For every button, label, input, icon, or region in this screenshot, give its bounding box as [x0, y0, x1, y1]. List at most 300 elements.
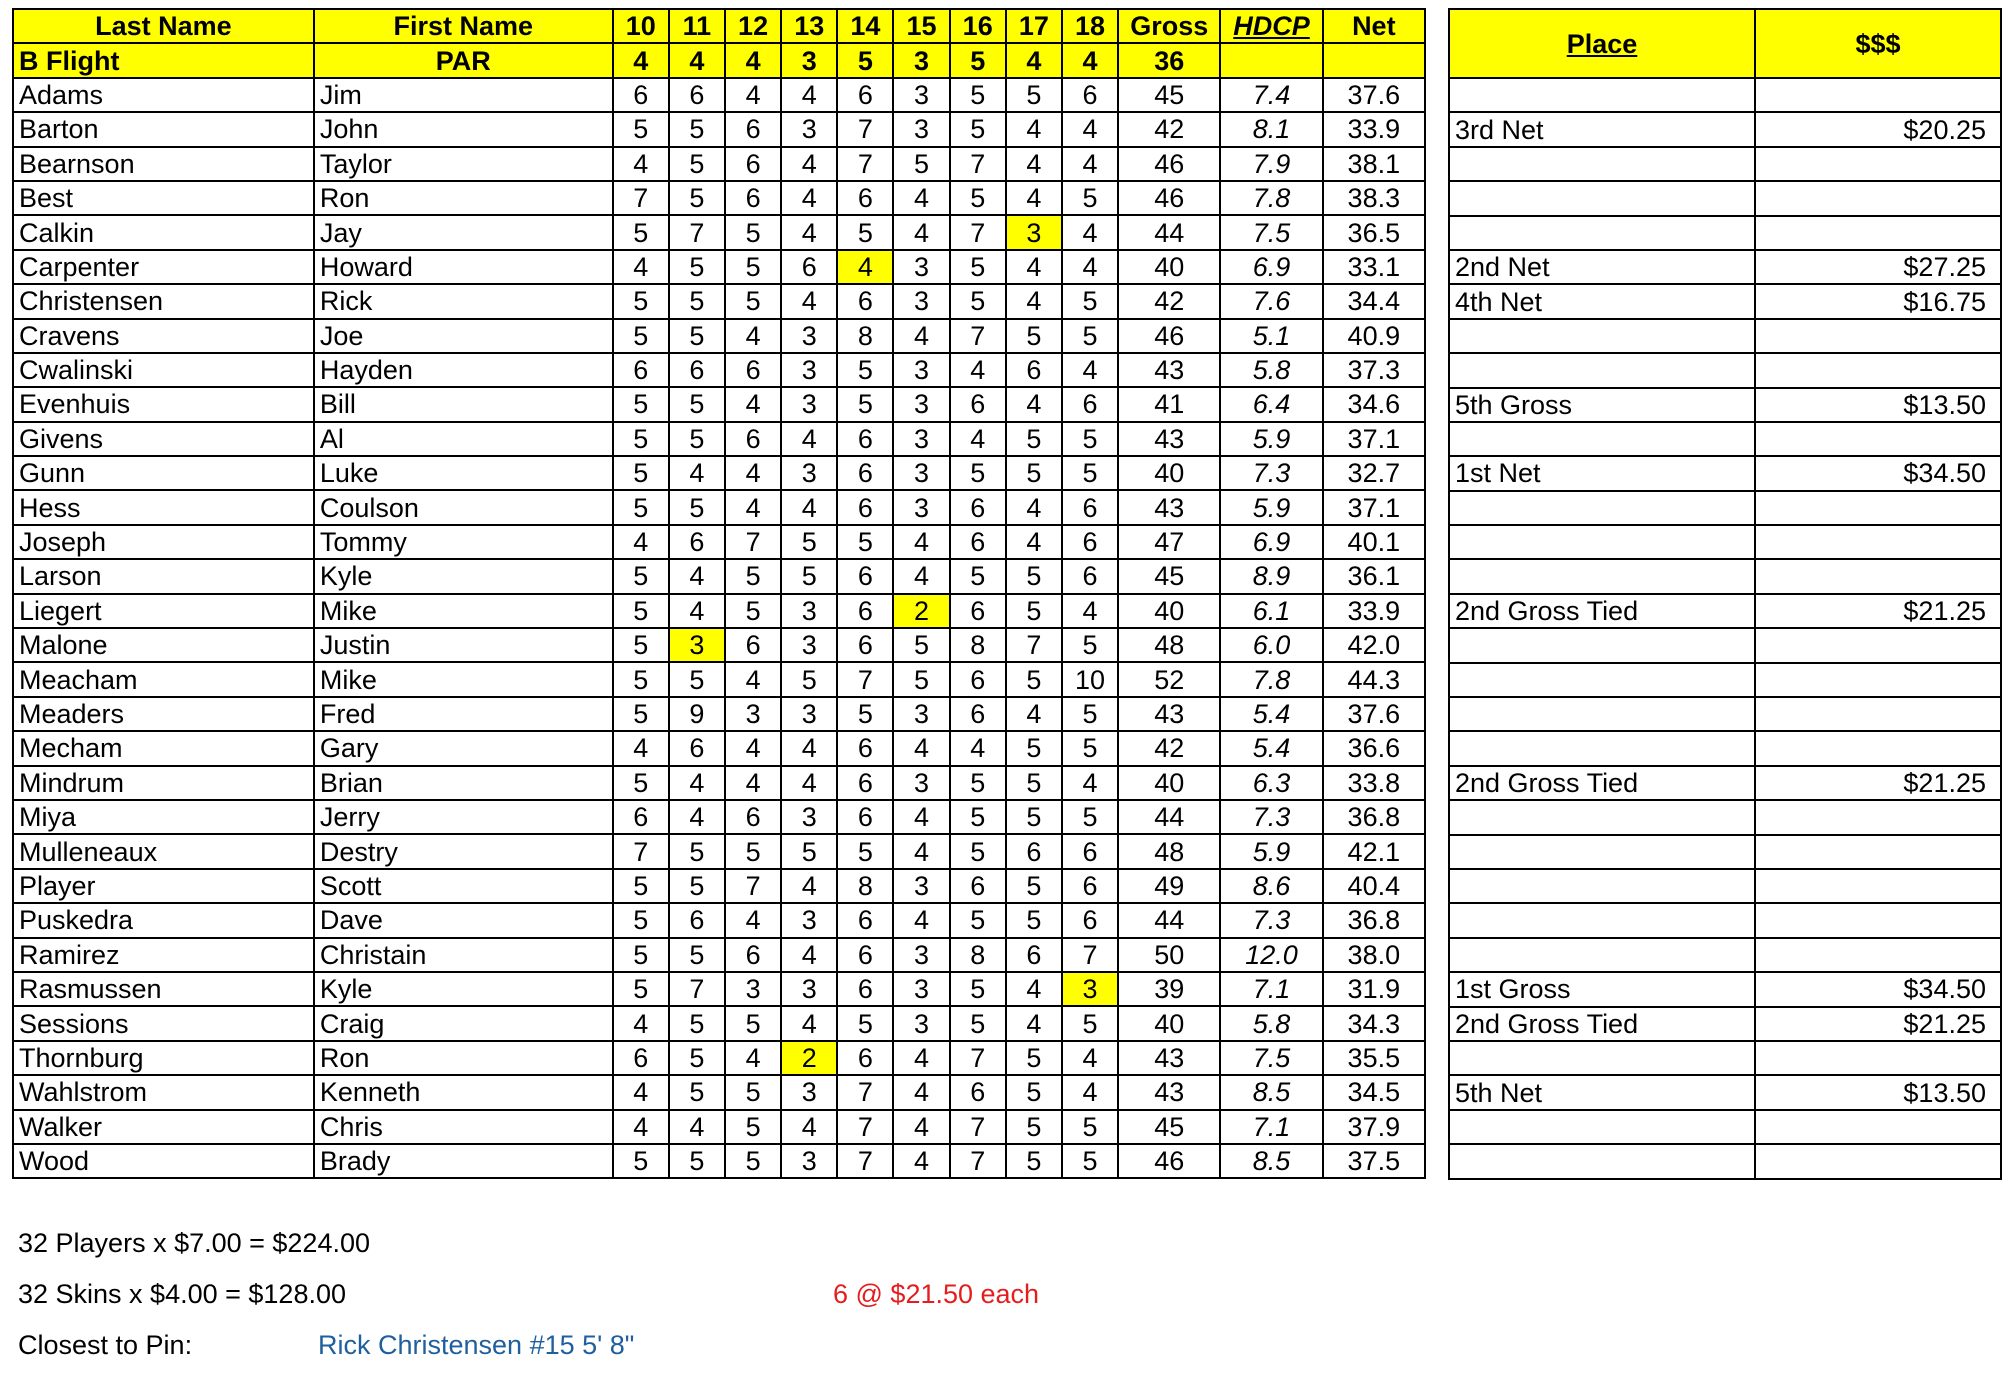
par-hdcp-empty — [1220, 43, 1322, 77]
hole-score: 5 — [837, 697, 893, 731]
player-net: 40.1 — [1323, 525, 1425, 559]
hole-score: 4 — [1006, 525, 1062, 559]
scores-table — [12, 8, 1426, 1179]
hole-score: 5 — [837, 353, 893, 387]
hole-score: 5 — [669, 250, 725, 284]
player-last-name: Wood — [13, 1144, 314, 1178]
player-net: 36.6 — [1323, 731, 1425, 765]
hole-score: 6 — [837, 938, 893, 972]
player-first-name: Bill — [314, 387, 613, 421]
hole-score: 5 — [613, 319, 669, 353]
prize-amount: $13.50 — [1755, 388, 2001, 422]
hole-score: 6 — [725, 112, 781, 146]
player-row — [13, 1110, 1425, 1144]
player-row — [13, 731, 1425, 765]
prize-amount: $34.50 — [1755, 456, 2001, 490]
prize-row — [1449, 353, 2001, 387]
par-net-empty — [1323, 43, 1425, 77]
player-hdcp: 7.1 — [1220, 972, 1322, 1006]
player-last-name: Liegert — [13, 594, 314, 628]
col-hole: 13 — [781, 9, 837, 43]
hole-score: 5 — [613, 490, 669, 524]
prize-place — [1449, 559, 1755, 593]
hole-score: 6 — [1006, 353, 1062, 387]
player-last-name: Best — [13, 181, 314, 215]
player-net: 38.1 — [1323, 147, 1425, 181]
hole-score: 5 — [1006, 800, 1062, 834]
prize-amount — [1755, 800, 2001, 834]
hole-score: 5 — [1006, 903, 1062, 937]
player-hdcp: 7.3 — [1220, 456, 1322, 490]
hole-score: 3 — [893, 422, 949, 456]
player-first-name: Kyle — [314, 559, 613, 593]
prize-row — [1449, 1144, 2001, 1178]
player-first-name: Howard — [314, 250, 613, 284]
hole-score: 4 — [893, 525, 949, 559]
prize-place — [1449, 869, 1755, 903]
player-first-name: Taylor — [314, 147, 613, 181]
hole-score: 4 — [1006, 112, 1062, 146]
hole-score: 5 — [669, 387, 725, 421]
player-first-name: Mike — [314, 594, 613, 628]
player-hdcp: 7.8 — [1220, 181, 1322, 215]
player-last-name: Larson — [13, 559, 314, 593]
player-hdcp: 5.4 — [1220, 697, 1322, 731]
hole-score: 6 — [1062, 490, 1118, 524]
hole-score: 4 — [1062, 147, 1118, 181]
player-hdcp: 7.5 — [1220, 215, 1322, 249]
player-row — [13, 456, 1425, 490]
hole-score: 4 — [613, 250, 669, 284]
hole-score: 8 — [837, 869, 893, 903]
player-first-name: John — [314, 112, 613, 146]
player-row — [13, 938, 1425, 972]
hole-score: 4 — [669, 800, 725, 834]
hole-score: 4 — [1006, 387, 1062, 421]
hole-score: 3 — [781, 353, 837, 387]
hole-score: 4 — [781, 1110, 837, 1144]
player-last-name: Cwalinski — [13, 353, 314, 387]
hole-score: 5 — [669, 422, 725, 456]
hole-score: 3 — [781, 1075, 837, 1109]
hole-score: 3 — [781, 972, 837, 1006]
prize-place — [1449, 353, 1755, 387]
player-net: 34.3 — [1323, 1006, 1425, 1040]
player-row — [13, 78, 1425, 112]
prize-row — [1449, 78, 2001, 112]
hole-score: 5 — [613, 697, 669, 731]
prize-row — [1449, 284, 2001, 318]
player-hdcp: 7.4 — [1220, 78, 1322, 112]
player-hdcp: 5.9 — [1220, 422, 1322, 456]
hole-score: 4 — [781, 766, 837, 800]
player-last-name: Bearnson — [13, 147, 314, 181]
hole-score: 3 — [893, 697, 949, 731]
player-last-name: Mulleneaux — [13, 834, 314, 868]
col-hole: 12 — [725, 9, 781, 43]
hole-score: 4 — [781, 869, 837, 903]
prize-row — [1449, 766, 2001, 800]
player-hdcp: 8.5 — [1220, 1144, 1322, 1178]
hole-score: 6 — [837, 903, 893, 937]
prize-amount: $34.50 — [1755, 972, 2001, 1006]
hole-score: 6 — [781, 250, 837, 284]
prize-amount — [1755, 78, 2001, 112]
player-gross: 42 — [1118, 112, 1220, 146]
hole-score: 4 — [669, 766, 725, 800]
hole-score: 4 — [893, 1110, 949, 1144]
hole-score: 5 — [613, 972, 669, 1006]
hole-score: 4 — [725, 456, 781, 490]
hole-score: 6 — [950, 594, 1006, 628]
player-first-name: Rick — [314, 284, 613, 318]
player-gross: 46 — [1118, 181, 1220, 215]
hole-score: 6 — [837, 490, 893, 524]
player-gross: 44 — [1118, 800, 1220, 834]
player-gross: 42 — [1118, 731, 1220, 765]
hole-score: 4 — [781, 147, 837, 181]
player-last-name: Givens — [13, 422, 314, 456]
player-row — [13, 112, 1425, 146]
hole-score: 4 — [725, 1041, 781, 1075]
prize-place — [1449, 1110, 1755, 1144]
prize-amount — [1755, 938, 2001, 972]
hole-score-skin: 2 — [893, 594, 949, 628]
players-fee-line: 32 Players x $7.00 = $224.00 — [18, 1228, 371, 1258]
col-hole: 10 — [613, 9, 669, 43]
hole-score: 6 — [669, 731, 725, 765]
hole-score: 5 — [1062, 181, 1118, 215]
hole-score: 5 — [613, 594, 669, 628]
player-first-name: Joe — [314, 319, 613, 353]
prize-amount — [1755, 353, 2001, 387]
hole-score: 4 — [781, 215, 837, 249]
hole-score: 5 — [1006, 662, 1062, 696]
player-hdcp: 6.3 — [1220, 766, 1322, 800]
col-hole: 15 — [893, 9, 949, 43]
player-hdcp: 6.4 — [1220, 387, 1322, 421]
prizes-table — [1448, 8, 2002, 1180]
hole-score: 3 — [893, 112, 949, 146]
hole-score: 3 — [893, 869, 949, 903]
prize-place — [1449, 938, 1755, 972]
hole-score: 3 — [781, 800, 837, 834]
hole-score: 4 — [1006, 1006, 1062, 1040]
hole-score: 6 — [837, 456, 893, 490]
prize-amount: $21.25 — [1755, 766, 2001, 800]
hole-score: 5 — [613, 628, 669, 662]
player-hdcp: 7.6 — [1220, 284, 1322, 318]
hole-score: 6 — [1062, 834, 1118, 868]
hole-score: 6 — [837, 284, 893, 318]
player-last-name: Gunn — [13, 456, 314, 490]
col-hole: 16 — [950, 9, 1006, 43]
prize-place: 1st Net — [1449, 456, 1755, 490]
hole-score: 6 — [950, 490, 1006, 524]
prize-place — [1449, 697, 1755, 731]
hole-score: 5 — [837, 387, 893, 421]
hole-score: 3 — [725, 972, 781, 1006]
player-gross: 43 — [1118, 1041, 1220, 1075]
player-gross: 52 — [1118, 662, 1220, 696]
player-gross: 47 — [1118, 525, 1220, 559]
hole-score: 3 — [893, 490, 949, 524]
player-gross: 40 — [1118, 594, 1220, 628]
hole-score: 5 — [613, 903, 669, 937]
hole-score: 4 — [1062, 1075, 1118, 1109]
player-hdcp: 5.9 — [1220, 834, 1322, 868]
player-gross: 40 — [1118, 1006, 1220, 1040]
hole-score: 5 — [1006, 869, 1062, 903]
prize-row — [1449, 972, 2001, 1006]
player-row — [13, 697, 1425, 731]
player-row — [13, 353, 1425, 387]
prize-row — [1449, 112, 2001, 146]
hole-score: 4 — [893, 319, 949, 353]
prize-place: 2nd Net — [1449, 250, 1755, 284]
hole-score: 5 — [669, 112, 725, 146]
player-last-name: Walker — [13, 1110, 314, 1144]
hole-score: 6 — [1062, 387, 1118, 421]
hole-score: 7 — [950, 215, 1006, 249]
hole-score: 5 — [950, 250, 1006, 284]
player-first-name: Kenneth — [314, 1075, 613, 1109]
player-row — [13, 1075, 1425, 1109]
player-last-name: Sessions — [13, 1006, 314, 1040]
player-net: 33.9 — [1323, 112, 1425, 146]
hole-score: 5 — [1006, 422, 1062, 456]
par-value: 3 — [781, 43, 837, 77]
player-net: 32.7 — [1323, 456, 1425, 490]
col-net: Net — [1323, 9, 1425, 43]
player-gross: 45 — [1118, 559, 1220, 593]
player-first-name: Luke — [314, 456, 613, 490]
hole-score: 5 — [781, 834, 837, 868]
player-last-name: Mindrum — [13, 766, 314, 800]
hole-score: 5 — [725, 215, 781, 249]
hole-score: 5 — [669, 662, 725, 696]
player-gross: 50 — [1118, 938, 1220, 972]
hole-score: 3 — [781, 1144, 837, 1178]
hole-score: 5 — [950, 456, 1006, 490]
hole-score: 6 — [1062, 525, 1118, 559]
hole-score: 3 — [893, 284, 949, 318]
hole-score: 6 — [725, 938, 781, 972]
hole-score: 5 — [1062, 284, 1118, 318]
player-last-name: Wahlstrom — [13, 1075, 314, 1109]
hole-score: 6 — [725, 800, 781, 834]
hole-score: 6 — [837, 731, 893, 765]
player-net: 37.6 — [1323, 697, 1425, 731]
column-header-row — [13, 9, 1425, 43]
prize-place — [1449, 491, 1755, 525]
player-row — [13, 1144, 1425, 1178]
prize-row — [1449, 800, 2001, 834]
hole-score: 5 — [950, 284, 1006, 318]
player-row — [13, 662, 1425, 696]
prize-amount: $20.25 — [1755, 112, 2001, 146]
prize-place: 4th Net — [1449, 284, 1755, 318]
hole-score: 7 — [950, 1144, 1006, 1178]
hole-score: 3 — [781, 594, 837, 628]
col-place: Place — [1449, 9, 1755, 78]
hole-score: 5 — [613, 938, 669, 972]
hole-score: 6 — [613, 353, 669, 387]
player-gross: 42 — [1118, 284, 1220, 318]
hole-score: 5 — [1006, 1110, 1062, 1144]
hole-score: 4 — [781, 78, 837, 112]
hole-score: 4 — [893, 215, 949, 249]
hole-score: 6 — [669, 903, 725, 937]
hole-score: 4 — [781, 731, 837, 765]
player-hdcp: 7.3 — [1220, 903, 1322, 937]
hole-score: 5 — [613, 112, 669, 146]
player-last-name: Thornburg — [13, 1041, 314, 1075]
prize-amount — [1755, 1110, 2001, 1144]
prize-row — [1449, 216, 2001, 250]
player-net: 36.8 — [1323, 800, 1425, 834]
col-hdcp: HDCP — [1220, 9, 1322, 43]
hole-score: 4 — [1006, 147, 1062, 181]
hole-score: 7 — [725, 525, 781, 559]
player-last-name: Player — [13, 869, 314, 903]
player-last-name: Evenhuis — [13, 387, 314, 421]
player-first-name: Ron — [314, 181, 613, 215]
player-first-name: Fred — [314, 697, 613, 731]
player-hdcp: 12.0 — [1220, 938, 1322, 972]
player-net: 37.5 — [1323, 1144, 1425, 1178]
par-value: 4 — [1062, 43, 1118, 77]
player-hdcp: 6.9 — [1220, 525, 1322, 559]
hole-score: 4 — [950, 422, 1006, 456]
hole-score: 5 — [781, 525, 837, 559]
par-value: 4 — [1006, 43, 1062, 77]
hole-score: 5 — [669, 1144, 725, 1178]
hole-score: 4 — [893, 1144, 949, 1178]
player-first-name: Coulson — [314, 490, 613, 524]
par-value: 4 — [669, 43, 725, 77]
player-net: 40.9 — [1323, 319, 1425, 353]
player-last-name: Adams — [13, 78, 314, 112]
hole-score: 4 — [893, 559, 949, 593]
player-row — [13, 284, 1425, 318]
player-gross: 40 — [1118, 766, 1220, 800]
hole-score: 6 — [613, 800, 669, 834]
hole-score: 5 — [669, 1075, 725, 1109]
hole-score: 5 — [725, 1144, 781, 1178]
hole-score: 8 — [950, 938, 1006, 972]
hole-score-skin: 3 — [1006, 215, 1062, 249]
player-first-name: Brian — [314, 766, 613, 800]
player-row — [13, 422, 1425, 456]
hole-score: 5 — [725, 284, 781, 318]
player-last-name: Puskedra — [13, 903, 314, 937]
prize-amount — [1755, 491, 2001, 525]
par-value: 3 — [893, 43, 949, 77]
player-row — [13, 525, 1425, 559]
hole-score-skin: 4 — [837, 250, 893, 284]
player-row — [13, 869, 1425, 903]
hole-score: 3 — [781, 697, 837, 731]
prize-row — [1449, 422, 2001, 456]
hole-score: 7 — [837, 112, 893, 146]
prize-amount — [1755, 869, 2001, 903]
col-hole: 14 — [837, 9, 893, 43]
player-net: 33.1 — [1323, 250, 1425, 284]
prize-row — [1449, 594, 2001, 628]
player-last-name: Miya — [13, 800, 314, 834]
hole-score: 4 — [781, 422, 837, 456]
hole-score: 4 — [1006, 250, 1062, 284]
hole-score: 4 — [1006, 697, 1062, 731]
hole-score: 7 — [950, 319, 1006, 353]
flight-label: B Flight — [13, 43, 314, 77]
hole-score: 5 — [1062, 800, 1118, 834]
prize-place — [1449, 216, 1755, 250]
hole-score: 4 — [893, 903, 949, 937]
prize-row — [1449, 491, 2001, 525]
player-last-name: Ramirez — [13, 938, 314, 972]
player-gross: 40 — [1118, 250, 1220, 284]
hole-score: 5 — [613, 215, 669, 249]
hole-score: 4 — [669, 1110, 725, 1144]
hole-score: 5 — [669, 181, 725, 215]
player-hdcp: 7.3 — [1220, 800, 1322, 834]
player-net: 37.3 — [1323, 353, 1425, 387]
prize-place — [1449, 422, 1755, 456]
hole-score: 4 — [893, 834, 949, 868]
hole-score: 4 — [725, 731, 781, 765]
hole-score: 3 — [781, 387, 837, 421]
hole-score: 3 — [781, 628, 837, 662]
player-hdcp: 7.1 — [1220, 1110, 1322, 1144]
hole-score: 5 — [1006, 1041, 1062, 1075]
player-net: 36.1 — [1323, 559, 1425, 593]
hole-score: 4 — [613, 525, 669, 559]
player-first-name: Mike — [314, 662, 613, 696]
hole-score: 4 — [893, 181, 949, 215]
player-net: 40.4 — [1323, 869, 1425, 903]
player-net: 42.1 — [1323, 834, 1425, 868]
hole-score: 7 — [950, 1041, 1006, 1075]
player-hdcp: 5.4 — [1220, 731, 1322, 765]
prize-amount — [1755, 835, 2001, 869]
hole-score: 4 — [613, 1006, 669, 1040]
hole-score: 3 — [781, 112, 837, 146]
hole-score: 6 — [950, 662, 1006, 696]
player-row — [13, 628, 1425, 662]
prize-place — [1449, 835, 1755, 869]
player-hdcp: 6.0 — [1220, 628, 1322, 662]
par-value: 5 — [950, 43, 1006, 77]
hole-score: 5 — [669, 490, 725, 524]
hole-score: 6 — [1006, 834, 1062, 868]
prize-row — [1449, 869, 2001, 903]
player-net: 33.9 — [1323, 594, 1425, 628]
hole-score: 4 — [613, 147, 669, 181]
prize-row — [1449, 1075, 2001, 1109]
hole-score: 7 — [837, 662, 893, 696]
hole-score: 4 — [1062, 250, 1118, 284]
prize-place — [1449, 1144, 1755, 1178]
prize-place — [1449, 1041, 1755, 1075]
hole-score: 3 — [893, 353, 949, 387]
player-first-name: Brady — [314, 1144, 613, 1178]
player-gross: 48 — [1118, 834, 1220, 868]
hole-score: 3 — [893, 972, 949, 1006]
prize-row — [1449, 181, 2001, 215]
hole-score: 6 — [669, 353, 725, 387]
